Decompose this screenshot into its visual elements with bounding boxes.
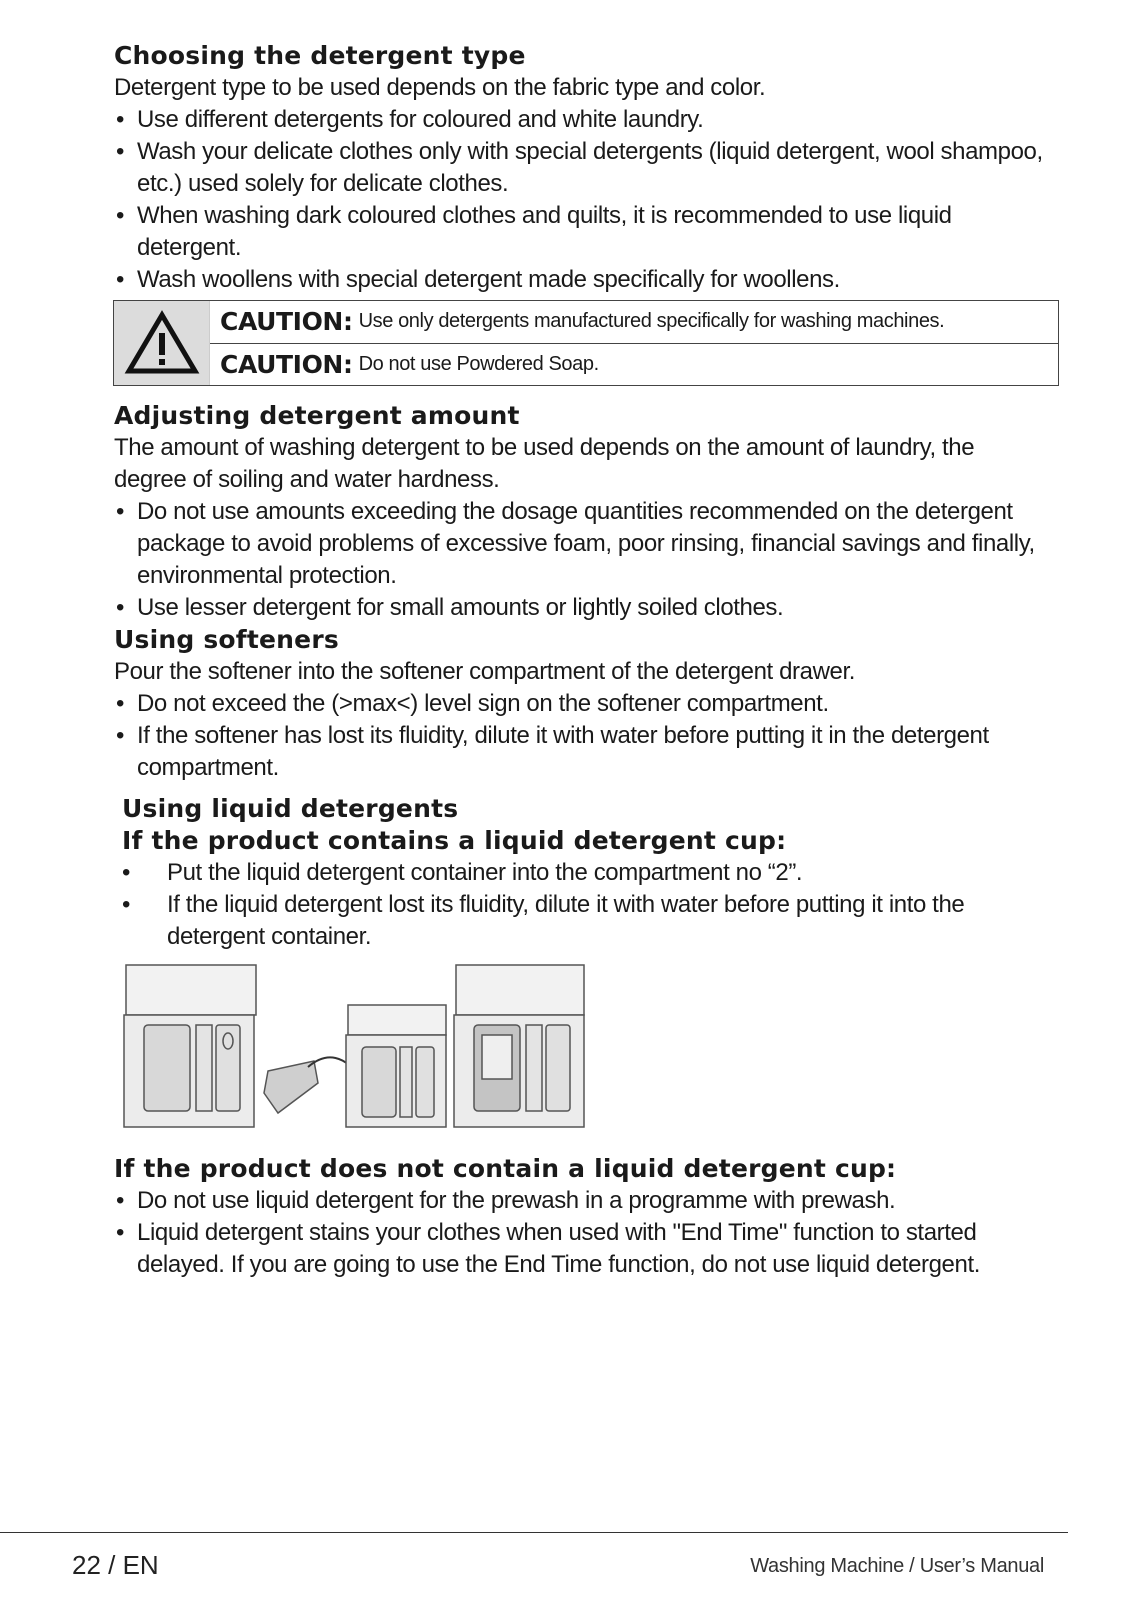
liquid-subheading: If the product contains a liquid detergent cup: <box>122 826 787 855</box>
caution-rows <box>210 301 1058 385</box>
caution-label: CAUTION: <box>220 307 353 337</box>
liquid-list <box>114 857 1044 953</box>
list-item: • Do not exceed the (>max<) level sign on the softener compartment. <box>114 688 1044 720</box>
liquid-heading: Using liquid detergents <box>122 794 459 823</box>
softeners-list <box>114 688 1044 784</box>
page-content <box>114 40 1044 1281</box>
detergent-type-heading: Choosing the detergent type <box>114 41 526 70</box>
list-item: • Do not use liquid detergent for the prewash in a programme with prewash. <box>114 1185 1044 1217</box>
detergent-amount-intro: The amount of washing detergent to be used depends on the amount of laundry, the degree of soiling and water hardness. <box>114 434 975 493</box>
caution-text: Use only detergents manufactured specifically for washing machines. <box>358 310 945 333</box>
softeners-heading: Using softeners <box>114 625 339 654</box>
caution-box <box>113 300 1059 386</box>
list-item: • When washing dark coloured clothes and quilts, it is recommended to use liquid detergent. <box>116 202 952 261</box>
bullet-glyph: • <box>116 1187 125 1214</box>
bullet-glyph: • <box>116 498 125 525</box>
bullet-glyph: • <box>116 1219 125 1246</box>
softeners-intro: Pour the softener into the softener compartment of the detergent drawer. <box>114 658 855 685</box>
bullet-glyph: • <box>116 266 125 293</box>
bullet-glyph: • <box>116 138 125 165</box>
list-item: • Liquid detergent stains your clothes when used with "End Time" function to started delayed. If you are going to use the End Time function, do not use liquid detergent. <box>116 1219 980 1278</box>
bullet-glyph: • <box>116 202 125 229</box>
no-cup-heading: If the product does not contain a liquid detergent cup: <box>114 1154 897 1183</box>
caution-row <box>210 343 1058 386</box>
footer-divider <box>0 1532 1068 1533</box>
detergent-drawer-illustration <box>118 963 588 1133</box>
manual-title: Washing Machine / User’s Manual <box>750 1555 1044 1577</box>
bullet-glyph: • <box>116 690 125 717</box>
detergent-type-intro: Detergent type to be used depends on the fabric type and color. <box>114 74 766 101</box>
bullet-glyph: • <box>116 594 125 621</box>
list-item: • Use different detergents for coloured and white laundry. <box>114 104 1044 136</box>
list-item: • Wash woollens with special detergent made specifically for woollens. <box>114 264 1044 296</box>
caution-label: CAUTION: <box>220 349 353 379</box>
list-item: • If the liquid detergent lost its fluidity, dilute it with water before putting it into the detergent container. <box>122 891 965 950</box>
caution-text: Do not use Powdered Soap. <box>358 352 599 375</box>
detergent-amount-heading: Adjusting detergent amount <box>114 401 520 430</box>
caution-row <box>210 301 1058 343</box>
no-cup-list <box>114 1185 1044 1281</box>
bullet-glyph: • <box>122 891 131 918</box>
warning-icon <box>114 301 210 385</box>
list-item: • Use lesser detergent for small amounts or lightly soiled clothes. <box>114 592 1044 624</box>
detergent-amount-list <box>114 496 1044 624</box>
bullet-glyph: • <box>122 859 131 886</box>
detergent-type-list <box>114 104 1044 296</box>
list-item: • Do not use amounts exceeding the dosage quantities recommended on the detergent package to avoid problems of excessive foam, poor rinsing, financial savings and finally, environmental protection. <box>116 498 1035 589</box>
list-item: • Wash your delicate clothes only with special detergents (liquid detergent, wool shampoo, etc.) used solely for delicate clothes. <box>116 138 1043 197</box>
page-number: 22 / EN <box>72 1550 159 1580</box>
list-item: • If the softener has lost its fluidity, dilute it with water before putting it in the detergent compartment. <box>116 722 989 781</box>
bullet-glyph: • <box>116 722 125 749</box>
bullet-glyph: • <box>116 106 125 133</box>
list-item: • Put the liquid detergent container into the compartment no “2”. <box>114 857 1044 889</box>
